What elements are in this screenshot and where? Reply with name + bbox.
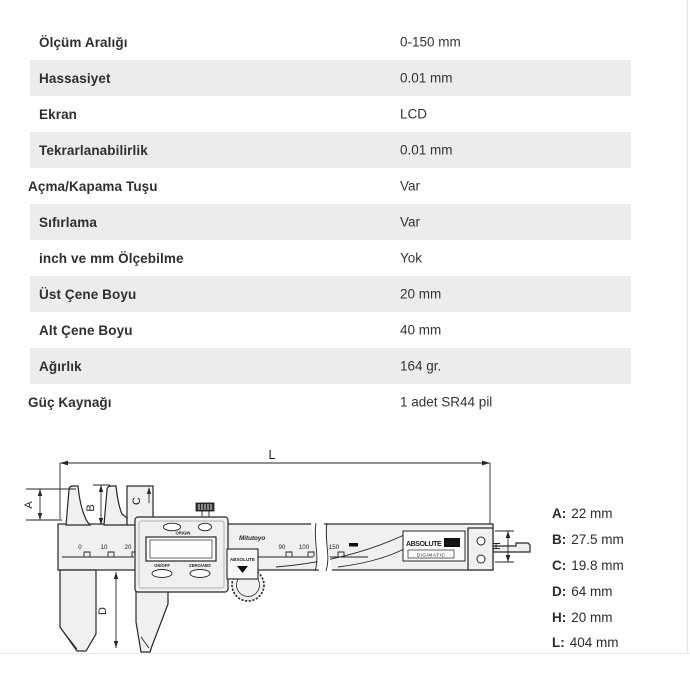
lock-screw-icon bbox=[196, 503, 214, 511]
caliper-diagram bbox=[0, 440, 548, 658]
spec-value: 0.01 mm bbox=[400, 142, 453, 158]
onoff-button-label: ON/OFF bbox=[154, 563, 170, 568]
absolute-logo-plate bbox=[403, 531, 465, 561]
spec-label: inch ve mm Ölçebilme bbox=[39, 250, 184, 266]
spec-label: Tekrarlanabilirlik bbox=[39, 142, 148, 158]
spec-label: Hassasiyet bbox=[39, 70, 111, 86]
dim-letter-L: L bbox=[268, 448, 276, 462]
scale-number: 20 bbox=[124, 544, 132, 551]
list-item bbox=[552, 553, 624, 579]
dim-letter-A: A bbox=[23, 501, 35, 509]
absolute-tab-label: ABSOLUTE bbox=[229, 557, 256, 562]
dim-letter-B: B bbox=[85, 504, 97, 512]
scale-number: 100 bbox=[298, 544, 310, 551]
spec-label: Ekran bbox=[39, 106, 78, 122]
list-item bbox=[552, 630, 624, 656]
dim-letter-C: C bbox=[131, 497, 143, 505]
spec-value: 20 mm bbox=[400, 286, 442, 302]
dim-key: B: bbox=[552, 532, 567, 548]
spec-value: 164 gr. bbox=[400, 358, 442, 374]
table-row bbox=[30, 348, 631, 384]
dim-key: C: bbox=[552, 557, 567, 573]
spec-value: 1 adet SR44 pil bbox=[400, 394, 493, 410]
spec-label: Alt Çene Boyu bbox=[39, 322, 133, 338]
spec-value: 40 mm bbox=[400, 322, 442, 338]
list-item bbox=[552, 578, 624, 604]
table-row bbox=[30, 24, 631, 60]
origin-label: ORIGIN bbox=[175, 530, 191, 536]
scale-number: 0 bbox=[78, 544, 82, 551]
scale-dash bbox=[349, 543, 358, 547]
spec-label: Açma/Kapama Tuşu bbox=[28, 178, 158, 194]
absolute-tab bbox=[227, 549, 258, 579]
right-border bbox=[687, 0, 688, 654]
dim-key: A: bbox=[552, 506, 567, 522]
spec-value: Yok bbox=[400, 250, 423, 266]
spec-value: LCD bbox=[400, 106, 428, 122]
dim-value: 20 mm bbox=[571, 609, 613, 625]
dim-value: 22 mm bbox=[571, 506, 613, 522]
spec-value: Var bbox=[400, 178, 421, 194]
dim-letter-D: D bbox=[97, 607, 109, 615]
dim-value: 404 mm bbox=[569, 635, 619, 651]
list-item bbox=[552, 604, 624, 630]
dim-value: 19.8 mm bbox=[571, 557, 624, 573]
spec-label: Güç Kaynağı bbox=[28, 394, 112, 410]
dim-key: D: bbox=[552, 583, 567, 599]
logo-sub-text: DIGIMATIC bbox=[416, 552, 446, 558]
brand-text: Mitutoyo bbox=[239, 535, 266, 542]
table-row bbox=[30, 312, 631, 348]
scale-number: 10 bbox=[100, 544, 108, 551]
list-item bbox=[552, 501, 624, 527]
spec-label: Ağırlık bbox=[39, 358, 82, 374]
logo-text: ABSOLUTE bbox=[406, 541, 442, 548]
table-row bbox=[30, 204, 631, 240]
dim-value: 64 mm bbox=[571, 583, 613, 599]
table-row bbox=[30, 132, 631, 168]
dim-D bbox=[97, 572, 118, 648]
spec-value: 0-150 mm bbox=[400, 34, 461, 50]
spec-label: Üst Çene Boyu bbox=[39, 286, 137, 302]
zeroabs-button bbox=[190, 570, 210, 578]
table-row bbox=[30, 96, 631, 132]
dim-value: 27.5 mm bbox=[571, 532, 624, 548]
spec-value: Var bbox=[400, 214, 421, 230]
spec-label: Ölçüm Aralığı bbox=[39, 34, 128, 50]
onoff-button bbox=[152, 570, 172, 578]
logo-badge-text: AOS bbox=[445, 541, 459, 547]
dim-letter-H: H bbox=[491, 542, 503, 550]
dimension-list bbox=[552, 501, 624, 656]
table-row bbox=[30, 240, 631, 276]
dim-key: H: bbox=[552, 609, 567, 625]
table-row bbox=[30, 276, 631, 312]
bottom-divider bbox=[0, 653, 690, 654]
list-item bbox=[552, 527, 624, 553]
scale-number: 90 bbox=[278, 544, 286, 551]
dim-key: L: bbox=[552, 635, 565, 651]
spec-table bbox=[30, 24, 631, 420]
table-row bbox=[30, 60, 631, 96]
table-row bbox=[30, 384, 631, 420]
scale-number: 150 bbox=[328, 544, 340, 551]
spec-label: Sıfırlama bbox=[39, 214, 97, 230]
zeroabs-button-label: ZERO/ABS bbox=[189, 563, 211, 568]
table-row bbox=[30, 168, 631, 204]
beam-end-cap bbox=[468, 528, 493, 570]
spec-value: 0.01 mm bbox=[400, 70, 453, 86]
